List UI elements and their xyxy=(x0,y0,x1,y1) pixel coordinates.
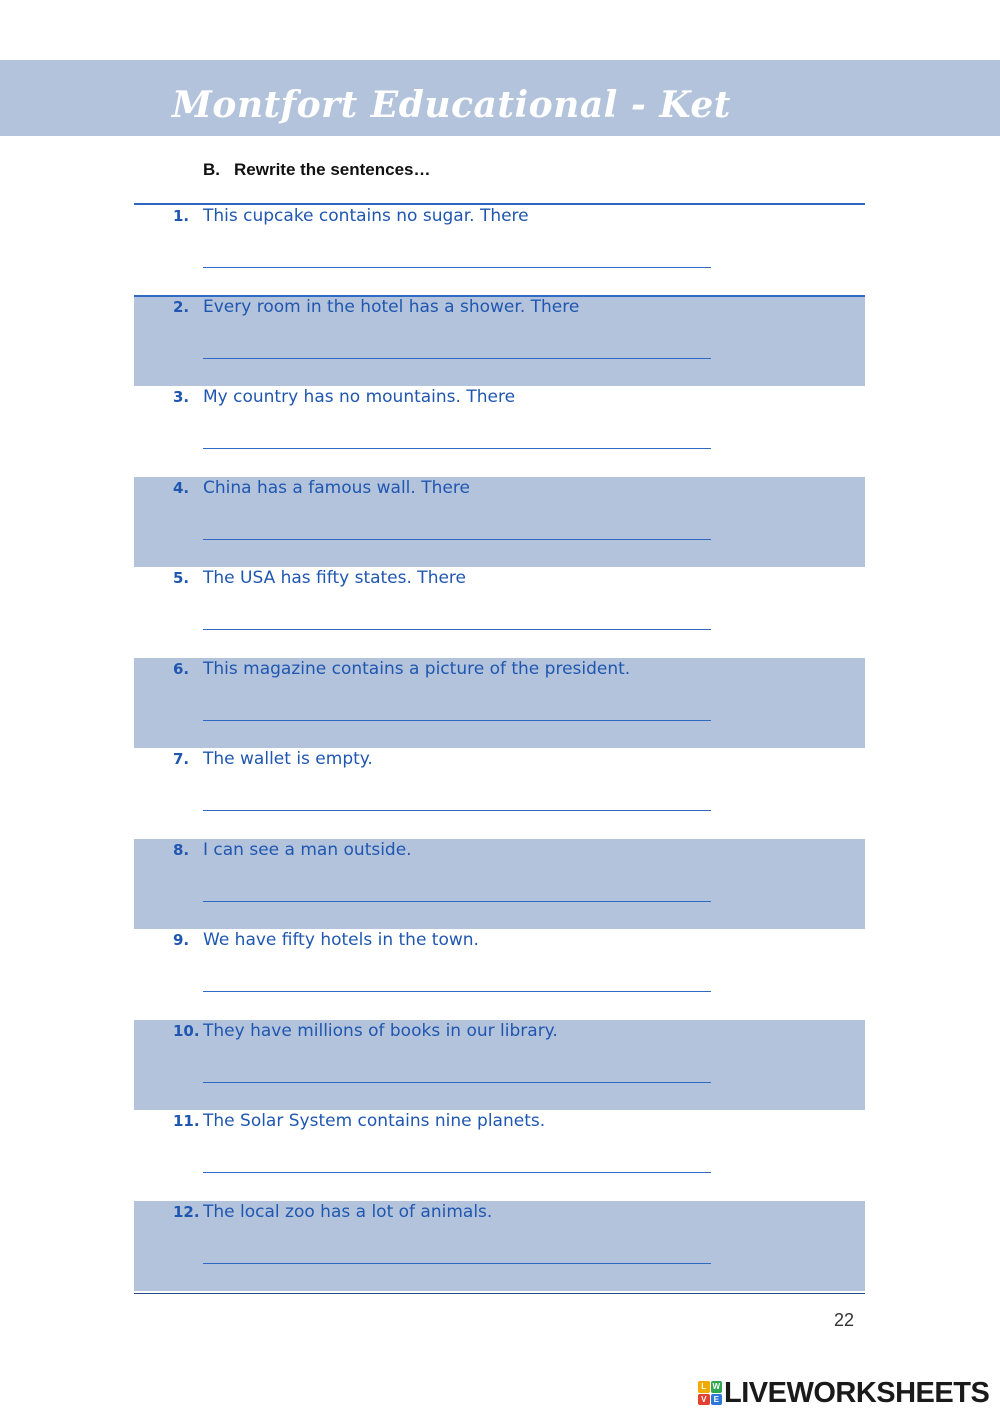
answer-line[interactable] xyxy=(203,810,711,811)
exercise-item-3 xyxy=(134,386,865,477)
answer-line[interactable] xyxy=(203,358,711,359)
answer-line[interactable] xyxy=(203,629,711,630)
exercise-item-6 xyxy=(134,658,865,749)
liveworksheets-logo-icon xyxy=(698,1381,722,1405)
item-prompt: The wallet is empty. xyxy=(203,749,373,769)
item-number: 11. xyxy=(173,1112,200,1130)
answer-line[interactable] xyxy=(203,720,711,721)
watermark xyxy=(698,1378,989,1408)
item-number: 5. xyxy=(173,569,190,587)
item-prompt: This magazine contains a picture of the president. xyxy=(203,658,631,679)
divider-rule xyxy=(134,295,865,297)
logo-cell: E xyxy=(711,1394,723,1406)
item-number: 6. xyxy=(173,659,190,678)
answer-line[interactable] xyxy=(203,448,711,449)
answer-line[interactable] xyxy=(203,1082,711,1083)
exercise-item-1 xyxy=(134,205,865,296)
exercise-item-7 xyxy=(134,748,865,839)
item-prompt: I can see a man outside. xyxy=(203,839,412,860)
exercise-item-4 xyxy=(134,477,865,568)
exercise-list xyxy=(134,205,865,1291)
logo-cell: V xyxy=(698,1394,710,1406)
item-prompt: The USA has fifty states. There xyxy=(203,568,467,588)
item-prompt: Every room in the hotel has a shower. There xyxy=(203,296,580,317)
answer-line[interactable] xyxy=(203,1263,711,1264)
item-number: 3. xyxy=(173,388,190,406)
item-number: 10. xyxy=(173,1021,200,1040)
item-number: 2. xyxy=(173,297,190,316)
exercise-item-8 xyxy=(134,839,865,930)
item-prompt: This cupcake contains no sugar. There xyxy=(203,206,529,226)
bottom-rule xyxy=(134,1293,865,1294)
page-title: Montfort Educational - Ket xyxy=(172,84,731,126)
watermark-text: LIVEWORKSHEETS xyxy=(724,1376,990,1409)
exercise-item-10 xyxy=(134,1020,865,1111)
exercise-item-11 xyxy=(134,1110,865,1201)
page-number: 22 xyxy=(834,1310,855,1330)
item-prompt: The local zoo has a lot of animals. xyxy=(203,1201,493,1222)
item-number: 8. xyxy=(173,840,190,859)
item-prompt: They have millions of books in our library. xyxy=(203,1020,558,1041)
item-prompt: The Solar System contains nine planets. xyxy=(203,1111,546,1131)
answer-line[interactable] xyxy=(203,539,711,540)
exercise-item-5 xyxy=(134,567,865,658)
answer-line[interactable] xyxy=(203,1172,711,1173)
item-number: 1. xyxy=(173,207,190,225)
item-prompt: My country has no mountains. There xyxy=(203,387,516,407)
item-number: 4. xyxy=(173,478,190,497)
logo-cell: L xyxy=(698,1381,710,1393)
item-number: 9. xyxy=(173,931,190,949)
item-number: 7. xyxy=(173,750,190,768)
exercise-item-9 xyxy=(134,929,865,1020)
logo-cell: W xyxy=(712,1382,721,1392)
answer-line[interactable] xyxy=(203,901,711,902)
exercise-item-2 xyxy=(134,296,865,387)
item-number: 12. xyxy=(173,1202,200,1221)
section-letter: B. xyxy=(203,160,220,179)
item-prompt: We have fifty hotels in the town. xyxy=(203,930,479,950)
answer-line[interactable] xyxy=(203,267,711,268)
item-prompt: China has a famous wall. There xyxy=(203,477,470,498)
section-heading xyxy=(203,160,431,180)
exercise-item-12 xyxy=(134,1201,865,1292)
section-heading-text: Rewrite the sentences… xyxy=(234,160,431,179)
answer-line[interactable] xyxy=(203,991,711,992)
